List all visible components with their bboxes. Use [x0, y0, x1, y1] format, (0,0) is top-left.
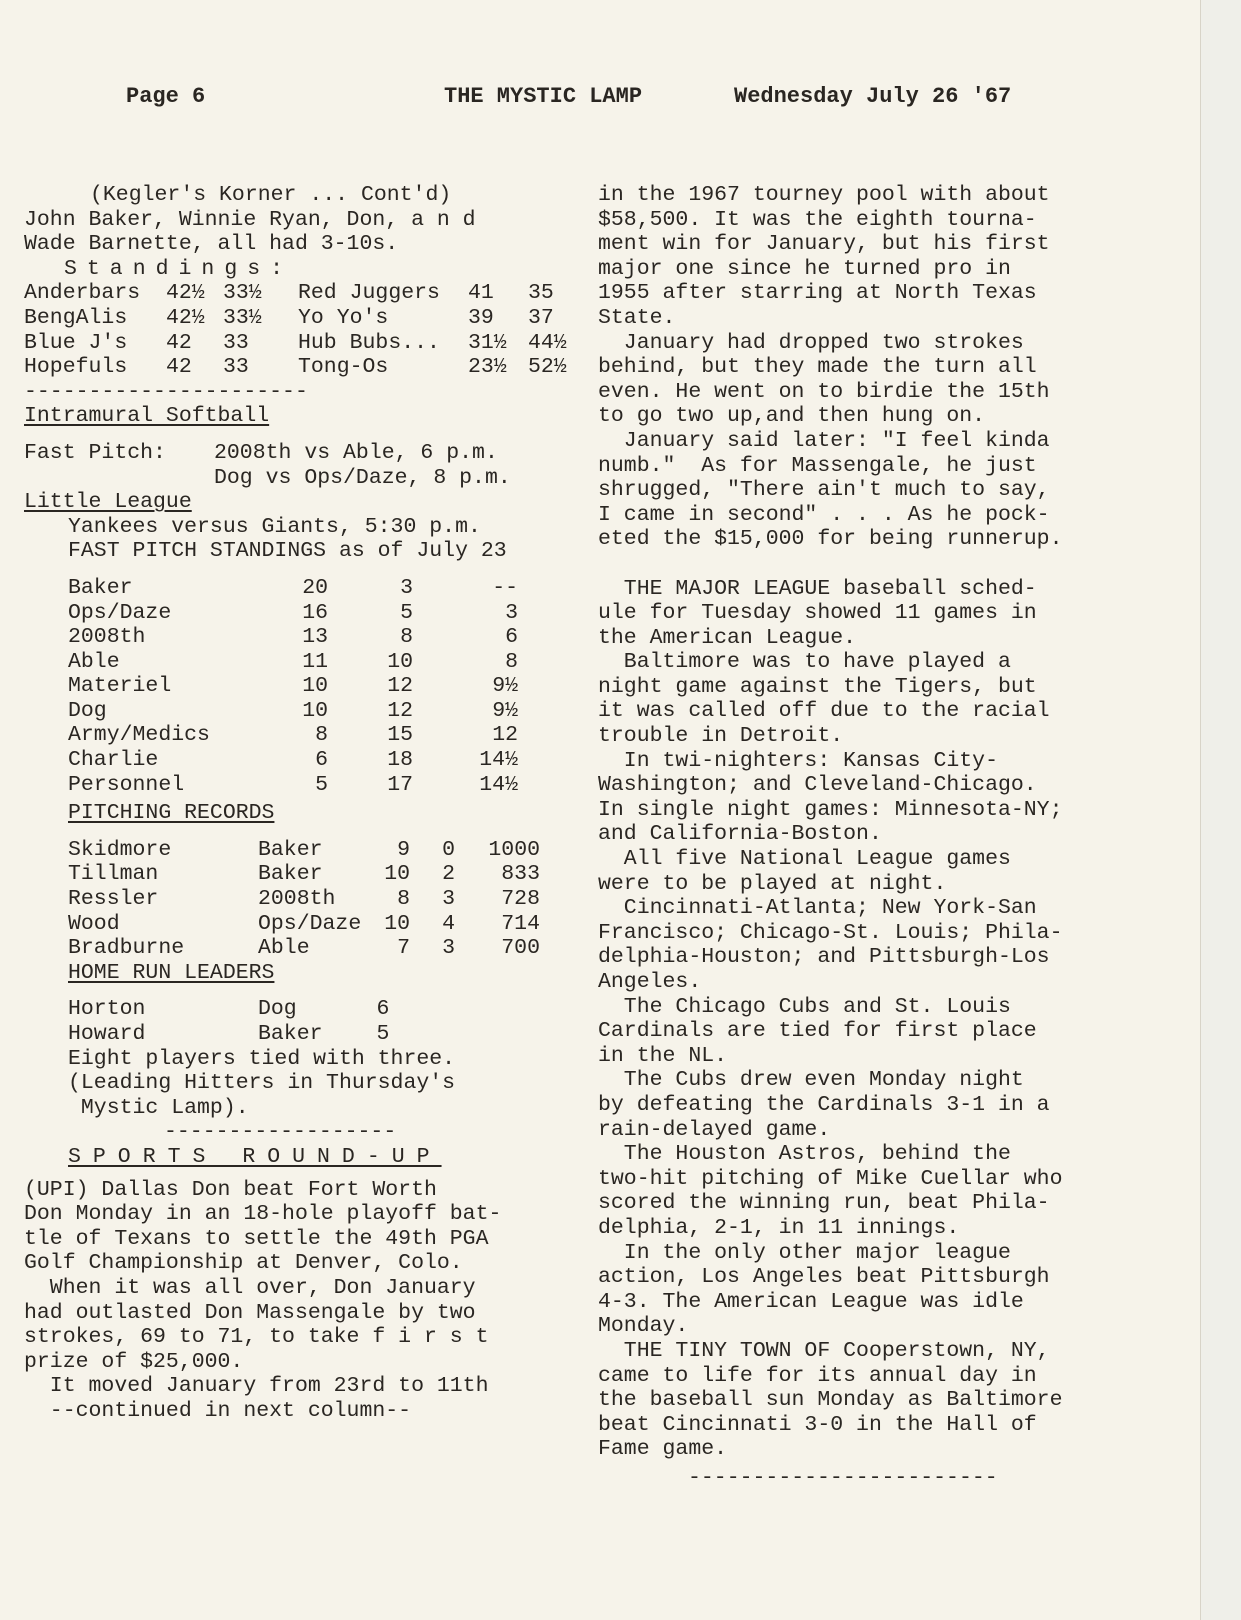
- fp-standings-row: [68, 601, 518, 626]
- home-runs: 6: [376, 997, 390, 1022]
- divider: ------------------------: [688, 1465, 998, 1490]
- article-line: $58,500. It was the eighth tourna-: [598, 207, 1037, 232]
- win-pct: 700: [501, 936, 540, 961]
- pitcher-name: Skidmore: [68, 837, 172, 862]
- article-line: Cincinnati-Atlanta; New York-San: [598, 896, 1037, 921]
- kegler-line: John Baker, Winnie Ryan, Don, a n d: [24, 207, 476, 232]
- losses: 3: [442, 887, 455, 912]
- left-column: [24, 183, 584, 1424]
- wins: 10: [302, 698, 328, 723]
- article-line: the baseball sun Monday as Baltimore: [598, 1388, 1063, 1413]
- team-name: Baker: [258, 862, 323, 887]
- article-line: ment win for January, but his first: [598, 232, 1050, 257]
- team-name: BengAlis: [24, 305, 128, 330]
- wins: 8: [315, 723, 328, 748]
- article-line: strokes, 69 to 71, to take f i r s t: [24, 1325, 489, 1350]
- article-line: Washington; and Cleveland-Chicago.: [598, 773, 1037, 798]
- fp-standings-title: FAST PITCH STANDINGS as of July 23: [68, 539, 507, 564]
- wins: 7: [397, 936, 410, 961]
- standings-row: [24, 306, 567, 331]
- team-name: Red Juggers: [298, 281, 440, 306]
- home-run-row: [68, 997, 413, 1022]
- pitching-row: [68, 838, 540, 863]
- wins: 13: [302, 625, 328, 650]
- softball-heading: Intramural Softball: [24, 404, 270, 429]
- fast-pitch-game: Dog vs Ops/Daze, 8 p.m.: [214, 465, 511, 490]
- pitching-heading: PITCHING RECORDS: [68, 801, 275, 826]
- team-name: Baker: [68, 575, 133, 600]
- fp-standings-row: [68, 576, 518, 601]
- article-line: Angeles.: [598, 970, 702, 994]
- article-line: THE MAJOR LEAGUE baseball sched-: [598, 576, 1037, 601]
- win-pct: 833: [501, 862, 540, 887]
- page-header: [126, 84, 1126, 114]
- losses: 33½: [223, 281, 262, 306]
- article-line: in the 1967 tourney pool with about: [598, 183, 1050, 207]
- fast-pitch-label: Fast Pitch:: [24, 440, 166, 465]
- hr-note: Eight players tied with three.: [68, 1046, 456, 1071]
- wins: 39: [468, 305, 494, 330]
- team-name: Ops/Daze: [68, 600, 172, 625]
- wins: 10: [384, 862, 410, 887]
- article-line: it was called off due to the racial: [598, 699, 1050, 724]
- wins: 6: [315, 748, 328, 773]
- player-name: Horton: [68, 997, 146, 1022]
- pitching-row: [68, 912, 540, 937]
- losses: 4: [442, 911, 455, 936]
- article-line: scored the winning run, beat Phila-: [598, 1191, 1050, 1216]
- article-line: --continued in next column--: [24, 1398, 412, 1423]
- fp-standings-row: [68, 748, 518, 773]
- losses: 37: [528, 305, 554, 330]
- team-name: Hub Bubs...: [298, 330, 440, 355]
- losses: 18: [387, 748, 413, 773]
- newsletter-title: THE MYSTIC LAMP: [444, 84, 643, 109]
- losses: 17: [387, 772, 413, 797]
- fp-standings-row: [68, 625, 518, 650]
- losses: 10: [387, 649, 413, 674]
- hr-note: (Leading Hitters in Thursday's: [68, 1071, 456, 1096]
- article-line: two-hit pitching of Mike Cuellar who: [598, 1166, 1063, 1191]
- article-line: Fame game.: [598, 1437, 728, 1462]
- player-name: Howard: [68, 1022, 146, 1046]
- pitcher-name: Wood: [68, 911, 120, 936]
- losses: 3: [400, 575, 413, 600]
- games-behind: --: [492, 575, 518, 600]
- article-line: behind, but they made the turn all: [598, 355, 1037, 380]
- win-pct: 714: [501, 911, 540, 936]
- losses: 0: [442, 837, 455, 862]
- article-line: January said later: "I feel kinda: [598, 428, 1050, 453]
- wins: 10: [384, 911, 410, 936]
- games-behind: 3: [505, 600, 518, 625]
- pitching-row: [68, 887, 540, 912]
- losses: 52½: [528, 355, 567, 380]
- win-pct: 1000: [488, 837, 540, 862]
- issue-date: Wednesday July 26 '67: [734, 84, 1012, 109]
- article-line: had outlasted Don Massengale by two: [24, 1300, 476, 1325]
- pitching-records-table: [68, 838, 540, 961]
- article-line: In the only other major league: [598, 1240, 1011, 1265]
- article-line: [598, 552, 1138, 577]
- page-number: Page 6: [126, 84, 206, 109]
- fp-standings-row: [68, 650, 518, 675]
- bowling-standings-table: [24, 281, 567, 379]
- article-line: Francisco; Chicago-St. Louis; Phila-: [598, 920, 1063, 945]
- article-line: were to be played at night.: [598, 871, 947, 896]
- article-line: The Houston Astros, behind the: [598, 1142, 1011, 1167]
- article-line: to go two up,and then hung on.: [598, 404, 986, 429]
- team-name: Charlie: [68, 748, 159, 773]
- team-name: Army/Medics: [68, 723, 210, 748]
- article-line: shrugged, "There ain't much to say,: [598, 478, 1050, 503]
- little-league-game: Yankees versus Giants, 5:30 p.m.: [68, 514, 481, 539]
- article-line: In single night games: Minnesota-NY;: [598, 797, 1063, 822]
- wins: 5: [315, 772, 328, 797]
- kegler-title: (Kegler's Korner ... Cont'd): [90, 183, 452, 207]
- wins: 8: [397, 887, 410, 912]
- article-line: January had dropped two strokes: [598, 330, 1024, 355]
- fp-standings-row: [68, 723, 518, 748]
- home-run-row: [68, 1022, 413, 1047]
- article-line: the American League.: [598, 625, 857, 650]
- kegler-line: Wade Barnette, all had 3-10s.: [24, 232, 399, 257]
- article-line: Baltimore was to have played a: [598, 650, 1011, 675]
- right-column: [598, 183, 1138, 1490]
- fast-pitch-game: 2008th vs Able, 6 p.m.: [214, 440, 498, 465]
- standings-row: [24, 331, 567, 356]
- pitching-row: [68, 936, 540, 961]
- article-line: delphia, 2-1, in 11 innings.: [598, 1215, 960, 1240]
- article-line: in the NL.: [598, 1043, 728, 1068]
- article-line: night game against the Tigers, but: [598, 674, 1037, 699]
- article-line: All five National League games: [598, 847, 1011, 872]
- team-name: Hopefuls: [24, 355, 128, 380]
- losses: 5: [400, 600, 413, 625]
- article-line: 1955 after starring at North Texas: [598, 281, 1037, 306]
- article-line: The Chicago Cubs and St. Louis: [598, 994, 1011, 1019]
- article-line: trouble in Detroit.: [598, 724, 844, 749]
- article-line: The Cubs drew even Monday night: [598, 1068, 1024, 1093]
- article-line: I came in second" . . . As he pock-: [598, 502, 1050, 527]
- team-name: Yo Yo's: [298, 305, 389, 330]
- pitcher-name: Ressler: [68, 887, 159, 912]
- losses: 12: [387, 674, 413, 699]
- article-line: numb." As for Massengale, he just: [598, 453, 1037, 478]
- losses: 8: [400, 625, 413, 650]
- fp-standings-row: [68, 674, 518, 699]
- article-line: (UPI) Dallas Don beat Fort Worth: [24, 1177, 437, 1202]
- divider: ------------------: [164, 1120, 397, 1145]
- team-name: Dog: [258, 997, 297, 1022]
- roundup-article: [4, 1178, 584, 1424]
- wins: 11: [302, 649, 328, 674]
- fp-standings-row: [68, 773, 518, 798]
- losses: 2: [442, 862, 455, 887]
- wins: 10: [302, 674, 328, 699]
- wins: 31½: [468, 330, 507, 355]
- article-line: tle of Texans to settle the 49th PGA: [24, 1226, 489, 1251]
- pitcher-name: Bradburne: [68, 936, 185, 961]
- games-behind: 8: [505, 649, 518, 674]
- team-name: Blue J's: [24, 330, 128, 355]
- team-name: Anderbars: [24, 281, 141, 306]
- article-line: 4-3. The American League was idle: [598, 1289, 1024, 1314]
- team-name: Able: [258, 936, 310, 961]
- losses: 15: [387, 723, 413, 748]
- little-league-heading: Little League: [24, 490, 192, 515]
- team-name: Baker: [258, 1022, 323, 1046]
- games-behind: 12: [492, 723, 518, 748]
- article-line: by defeating the Cardinals 3-1 in a: [598, 1092, 1050, 1117]
- article-line: came to life for its annual day in: [598, 1363, 1037, 1388]
- article-line: prize of $25,000.: [24, 1349, 244, 1374]
- wins: 42: [166, 355, 192, 380]
- team-name: Baker: [258, 837, 323, 862]
- article-line: Don Monday in an 18-hole playoff bat-: [24, 1202, 502, 1227]
- article-line: and California-Boston.: [598, 822, 882, 847]
- wins: 42½: [166, 305, 205, 330]
- games-behind: 9½: [492, 698, 518, 723]
- standings-row: [24, 281, 567, 306]
- pitching-row: [68, 862, 540, 887]
- team-name: Able: [68, 649, 120, 674]
- article-line: delphia-Houston; and Pittsburgh-Los: [598, 945, 1050, 970]
- team-name: Dog: [68, 698, 107, 723]
- sports-roundup-heading: SPORTS ROUND-UP: [68, 1144, 442, 1169]
- wins: 16: [302, 600, 328, 625]
- article-line: rain-delayed game.: [598, 1117, 831, 1142]
- games-behind: 14½: [479, 772, 518, 797]
- standings-label: Standings:: [64, 256, 294, 281]
- article-line: Monday.: [598, 1314, 689, 1339]
- wins: 20: [302, 575, 328, 600]
- standings-row: [24, 355, 567, 380]
- losses: 33: [223, 330, 249, 355]
- article-line: ule for Tuesday showed 11 games in: [598, 601, 1037, 626]
- team-name: Ops/Daze: [258, 911, 362, 936]
- home-run-heading: HOME RUN LEADERS: [68, 960, 275, 985]
- wins: 42: [166, 330, 192, 355]
- article-line: Golf Championship at Denver, Colo.: [24, 1251, 463, 1276]
- home-runs: 5: [376, 1022, 390, 1046]
- fast-pitch-schedule: [24, 441, 511, 490]
- article-line: beat Cincinnati 3-0 in the Hall of: [598, 1412, 1037, 1437]
- losses: 3: [442, 936, 455, 961]
- wins: 9: [397, 837, 410, 862]
- fp-standings-row: [68, 699, 518, 724]
- article-line: major one since he turned pro in: [598, 256, 1011, 281]
- games-behind: 9½: [492, 674, 518, 699]
- losses: 44½: [528, 330, 567, 355]
- home-run-table: [68, 997, 413, 1046]
- team-name: 2008th: [258, 887, 336, 912]
- article-line: Cardinals are tied for first place: [598, 1019, 1037, 1044]
- article-line: In twi-nighters: Kansas City-: [598, 748, 998, 773]
- losses: 35: [528, 281, 554, 306]
- wins: 42½: [166, 281, 205, 306]
- win-pct: 728: [501, 887, 540, 912]
- article-line: THE TINY TOWN OF Cooperstown, NY,: [598, 1338, 1050, 1363]
- article-line: State.: [598, 305, 676, 330]
- losses: 33½: [223, 305, 262, 330]
- fast-pitch-standings-table: [68, 576, 518, 797]
- team-name: Tong-Os: [298, 355, 389, 380]
- article-line: It moved January from 23rd to 11th: [24, 1374, 489, 1399]
- wins: 23½: [468, 355, 507, 380]
- losses: 33: [223, 355, 249, 380]
- article-line: When it was all over, Don January: [24, 1275, 476, 1300]
- team-name: 2008th: [68, 625, 146, 650]
- hr-note: Mystic Lamp).: [68, 1095, 249, 1120]
- team-name: Personnel: [68, 772, 185, 797]
- right-article: [598, 183, 1138, 1462]
- pitcher-name: Tillman: [68, 862, 159, 887]
- divider: ----------------------: [24, 379, 308, 404]
- team-name: Materiel: [68, 674, 172, 699]
- article-line: eted the $15,000 for being runnerup.: [598, 527, 1063, 552]
- losses: 12: [387, 698, 413, 723]
- article-line: even. He went on to birdie the 15th: [598, 379, 1050, 404]
- games-behind: 14½: [479, 748, 518, 773]
- wins: 41: [468, 281, 494, 306]
- article-line: action, Los Angeles beat Pittsburgh: [598, 1265, 1050, 1290]
- games-behind: 6: [505, 625, 518, 650]
